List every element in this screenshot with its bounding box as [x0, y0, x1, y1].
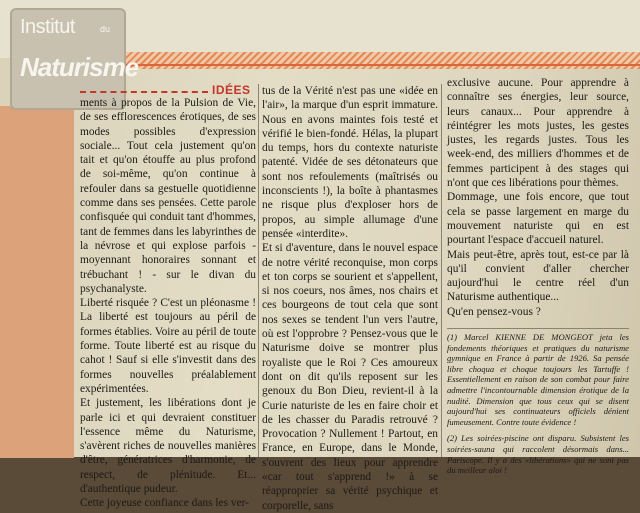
- column-divider: [258, 84, 259, 457]
- footnote: (1) Marcel KIENNE DE MONGEOT jeta les fondements théoriques et pratiques du naturisme gymnique en France à partir de 1926. Sa pensée libre choqua et choque toujours les Tartuffe ! Essentiellement en raison de son combat pour faire admettre l'incontournable dimension érotique de la nudité. Dimension que tous ceux qui se disent aujourd'hui ses continuateurs officiels dénient fumeusement. Contre toute évidence !: [447, 332, 629, 427]
- paragraph: Mais peut-être, après tout, est-ce par là qu'il convient d'aller chercher aujourd'hui le centre réel d'un Naturisme authentique...: [447, 248, 629, 304]
- footnote: (2) Les soirées-piscine ont disparu. Subsistent les soirées-sauna qui raccolent désormais dans... Pariscope. Il y a des «libérations» qui ne sont pas du meilleur aloi !: [447, 433, 629, 476]
- paragraph: Et si d'aventure, dans le nouvel espace de notre vérité reconquise, mon corps et ton corps se sourient et s'appellent, si nos coeurs, nos âmes, nos chairs et ces bourgeons de tout cela que sont nos sexes se tendent l'un vers l'autre, où est l'opprobre ? Pensez-vous que le Naturisme doive se montrer plus royaliste que le Roi ? Ces amoureux dont on dit qu'ils reposent sur les genoux du Bon Dieu, revient-il à la Curie naturiste de les en faire choir et de les chasser du Paradis retrouvé ? Provocation ? Nullement ! Partout, en France, en Europe, dans le Monde, s'ouvrent des lieux pour apprendre «car tout s'apprend !» à se réapproprier sa vérité psychique et corporelle, sans: [262, 242, 438, 512]
- footnotes: [447, 332, 629, 476]
- logo-line2: du: [100, 24, 111, 34]
- paragraph: exclusive aucune. Pour apprendre à connaître ses énergies, leur source, leurs canaux... Pour apprendre à réintégrer les mots justes, les gestes justes, les regards justes. Tous les week-end, des milliers d'hommes et de femmes participent à des stages qui n'ont que ces libérations pour thèmes.: [447, 77, 629, 190]
- paragraph: Et justement, les libérations dont je parle ici et qui devraient constituer l'essence même du Naturisme, s'avèrent riches de nouvelles manières d'être, génératrices d'harmonie, de respect, de plénitude. Et... d'authentique pudeur.: [80, 397, 256, 496]
- section-tag: IDÉES: [212, 83, 251, 97]
- article-column-3: [447, 76, 629, 319]
- header-rule: [74, 64, 640, 66]
- footnote-divider: [447, 328, 629, 329]
- orange-side-panel: [0, 106, 74, 458]
- paragraph: ments à propos de la Pulsion de Vie, de ses efflorescences érotiques, de ses modes possibles d'expression sociale... Tout cela justement qu'on tait et qu'on étouffe au plus profond de soi-même, qu'on continue à refouler dans sa gestuelle quotidienne comme dans ses pensées. Cette parole confisquée qui conduit tant d'hommes, tant de femmes dans les labyrinthes de la névrose et qui explose parfois - moyennant honoraires sonnant et trébuchant ! - sur le divan du psychanalyste.: [80, 97, 256, 295]
- logo-line1: Institut: [20, 16, 75, 38]
- paragraph: Dommage, une fois encore, que tout cela se passe largement en marge du mouvement naturiste qui en est pourtant l'espace d'accueil naturel.: [447, 191, 629, 247]
- logo-line3: Naturisme: [20, 52, 139, 82]
- article-column-2: [262, 84, 438, 513]
- paragraph: Cette joyeuse confiance dans les ver-: [80, 497, 249, 510]
- paragraph: Qu'en pensez-vous ?: [447, 305, 541, 318]
- paragraph: Liberté risquée ? C'est un pléonasme ! La liberté est toujours au péril de formes établies. Voire au péril de toute forme. Toute liberté est au risque du cahot ! Sauf si elle s'investit dans des formes nouvelles préalablement expérimentées.: [80, 297, 256, 395]
- article-column-1: [80, 84, 256, 511]
- paragraph: tus de la Vérité n'est pas une «idée en l'air», la marque d'un esprit immature. Nous en avons maintes fois testé et vérifié le bien-fondé. Hélas, la plupart du temps, hors du contexte naturiste patenté. Vidée de ses détonateurs que sont nos refoulements (maîtrisés ou inconscients !), la boîte à phantasmes ne risque plus d'exploser hors de propos, au simple allumage d'une pensée «interdite».: [262, 85, 438, 240]
- column-divider: [441, 84, 442, 457]
- hatched-header-band: [74, 52, 640, 69]
